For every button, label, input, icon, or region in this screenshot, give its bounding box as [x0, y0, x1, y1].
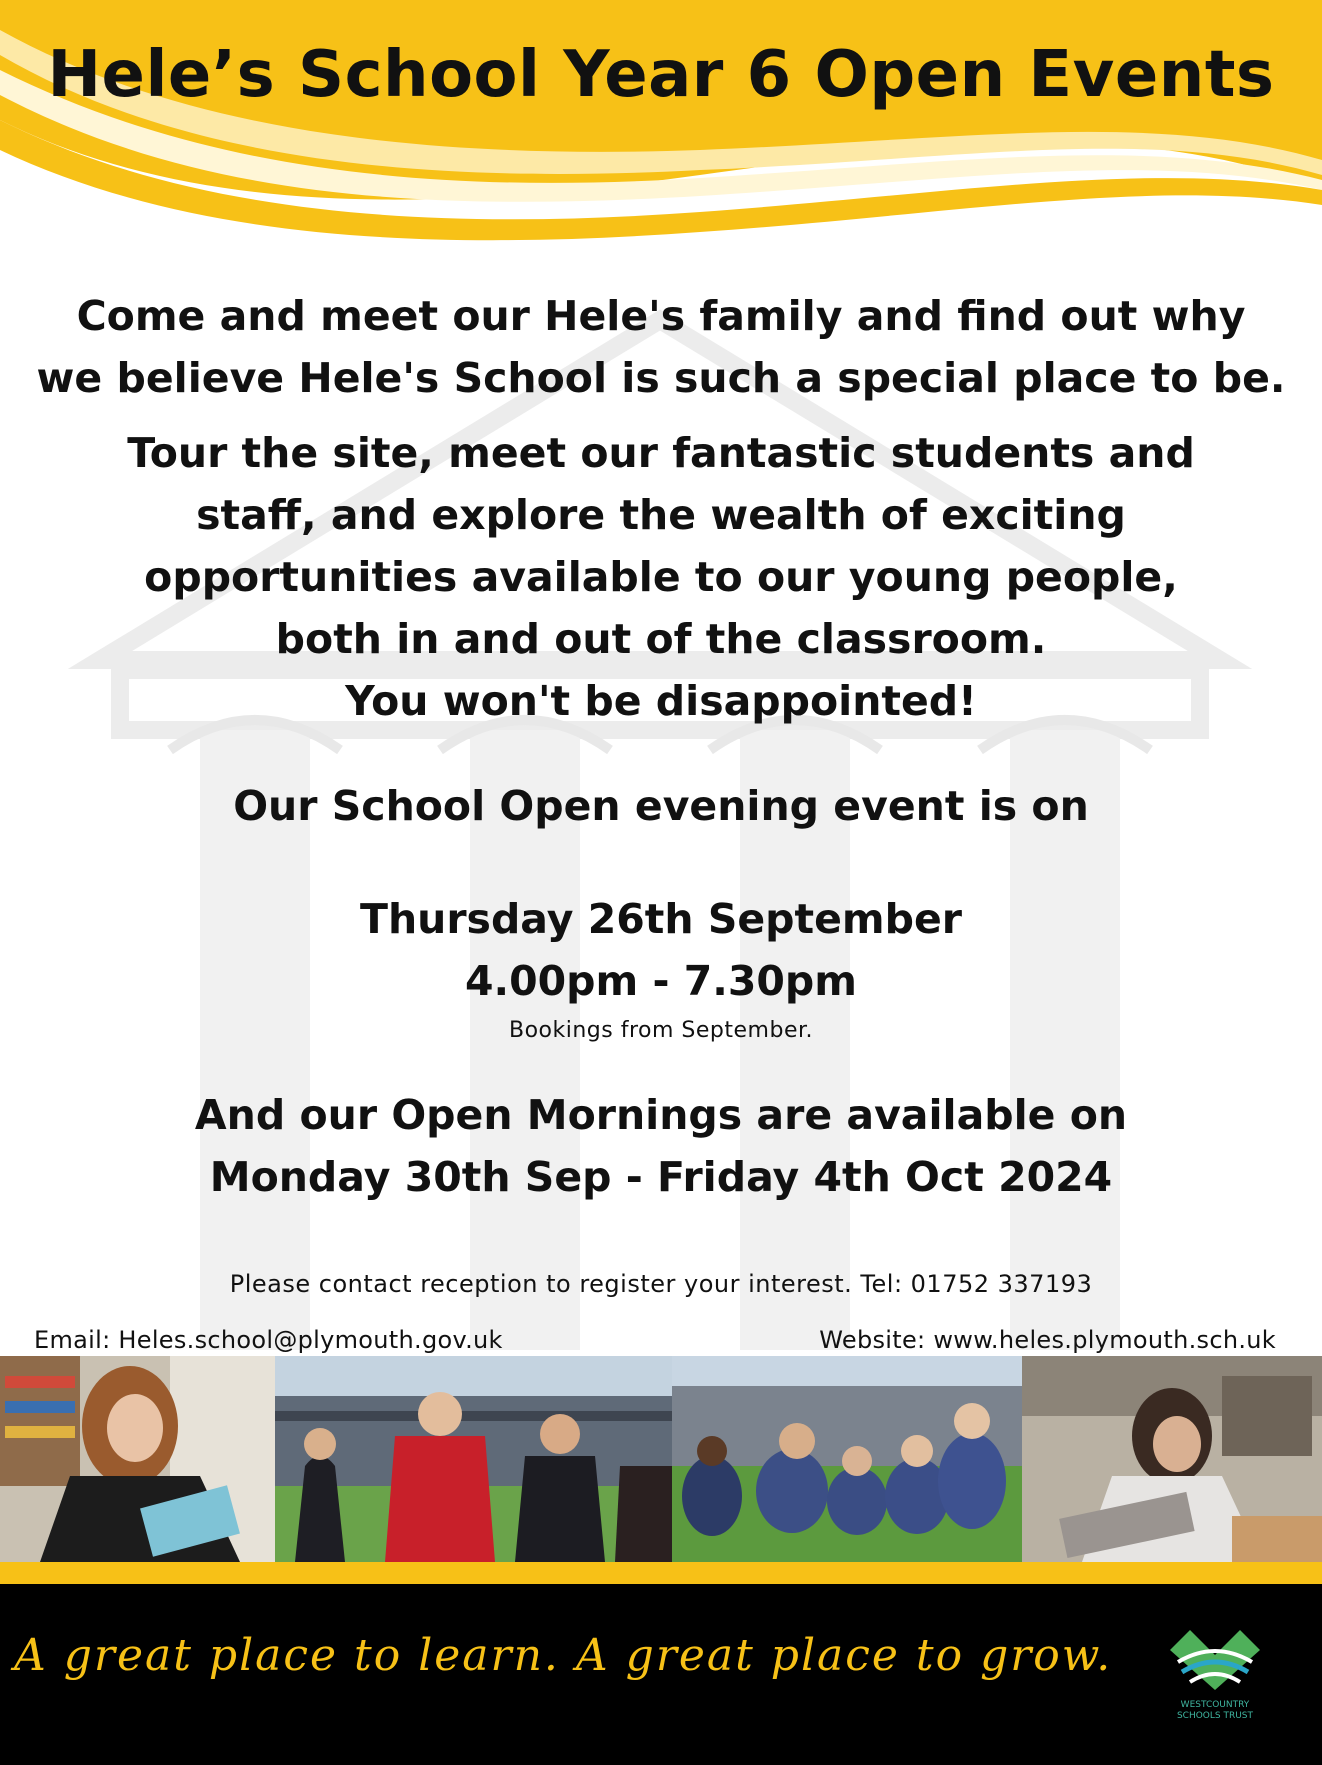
- evening-lead: Our School Open evening event is on: [233, 782, 1089, 830]
- intro-text: [0, 285, 1322, 409]
- tour-line-3: opportunities available to our young people,: [144, 553, 1178, 601]
- contact-register: Please contact reception to register your interest. Tel: 01752 337193: [229, 1270, 1093, 1298]
- evening-datetime: [0, 888, 1322, 1012]
- logo-line-2: SCHOOLS TRUST: [1176, 1711, 1254, 1721]
- tour-line-2: staff, and explore the wealth of exciting: [196, 491, 1126, 539]
- tour-text: [0, 422, 1322, 732]
- footer-tagline: A great place to learn. A great place to grow.: [14, 1630, 1113, 1681]
- logo-line-1: WESTCOUNTRY: [1180, 1700, 1250, 1710]
- logo-text: [1150, 1700, 1280, 1722]
- tour-line-5: You won't be disappointed!: [345, 677, 977, 725]
- mornings-line-2: Monday 30th Sep - Friday 4th Oct 2024: [209, 1153, 1113, 1201]
- tour-line-1: Tour the site, meet our fantastic students and: [127, 429, 1195, 477]
- photo-student-art-class: [1022, 1356, 1322, 1562]
- photo-strip: [0, 1356, 1322, 1562]
- photo-students-crouching: [672, 1356, 1022, 1562]
- evening-time: 4.00pm - 7.30pm: [464, 957, 858, 1005]
- page-title: Hele’s School Year 6 Open Events: [47, 38, 1275, 112]
- intro-line-1: Come and meet our Hele's family and find out why: [76, 292, 1246, 340]
- mornings-line-1: And our Open Mornings are available on: [194, 1091, 1128, 1139]
- accent-band: [0, 1562, 1322, 1584]
- bookings-note: Bookings from September.: [509, 1018, 813, 1043]
- photo-staff-students-outdoors: [275, 1356, 672, 1562]
- photo-student-reading: [0, 1356, 275, 1562]
- contact-email[interactable]: Email: Heles.school@plymouth.gov.uk: [34, 1326, 503, 1354]
- evening-date: Thursday 26th September: [359, 895, 963, 943]
- mornings-text: [0, 1084, 1322, 1208]
- tour-line-4: both in and out of the classroom.: [275, 615, 1047, 663]
- contact-website[interactable]: Website: www.heles.plymouth.sch.uk: [819, 1326, 1276, 1354]
- intro-line-2: we believe Hele's School is such a special place to be.: [36, 354, 1286, 402]
- westcountry-logo-icon: [1160, 1620, 1270, 1700]
